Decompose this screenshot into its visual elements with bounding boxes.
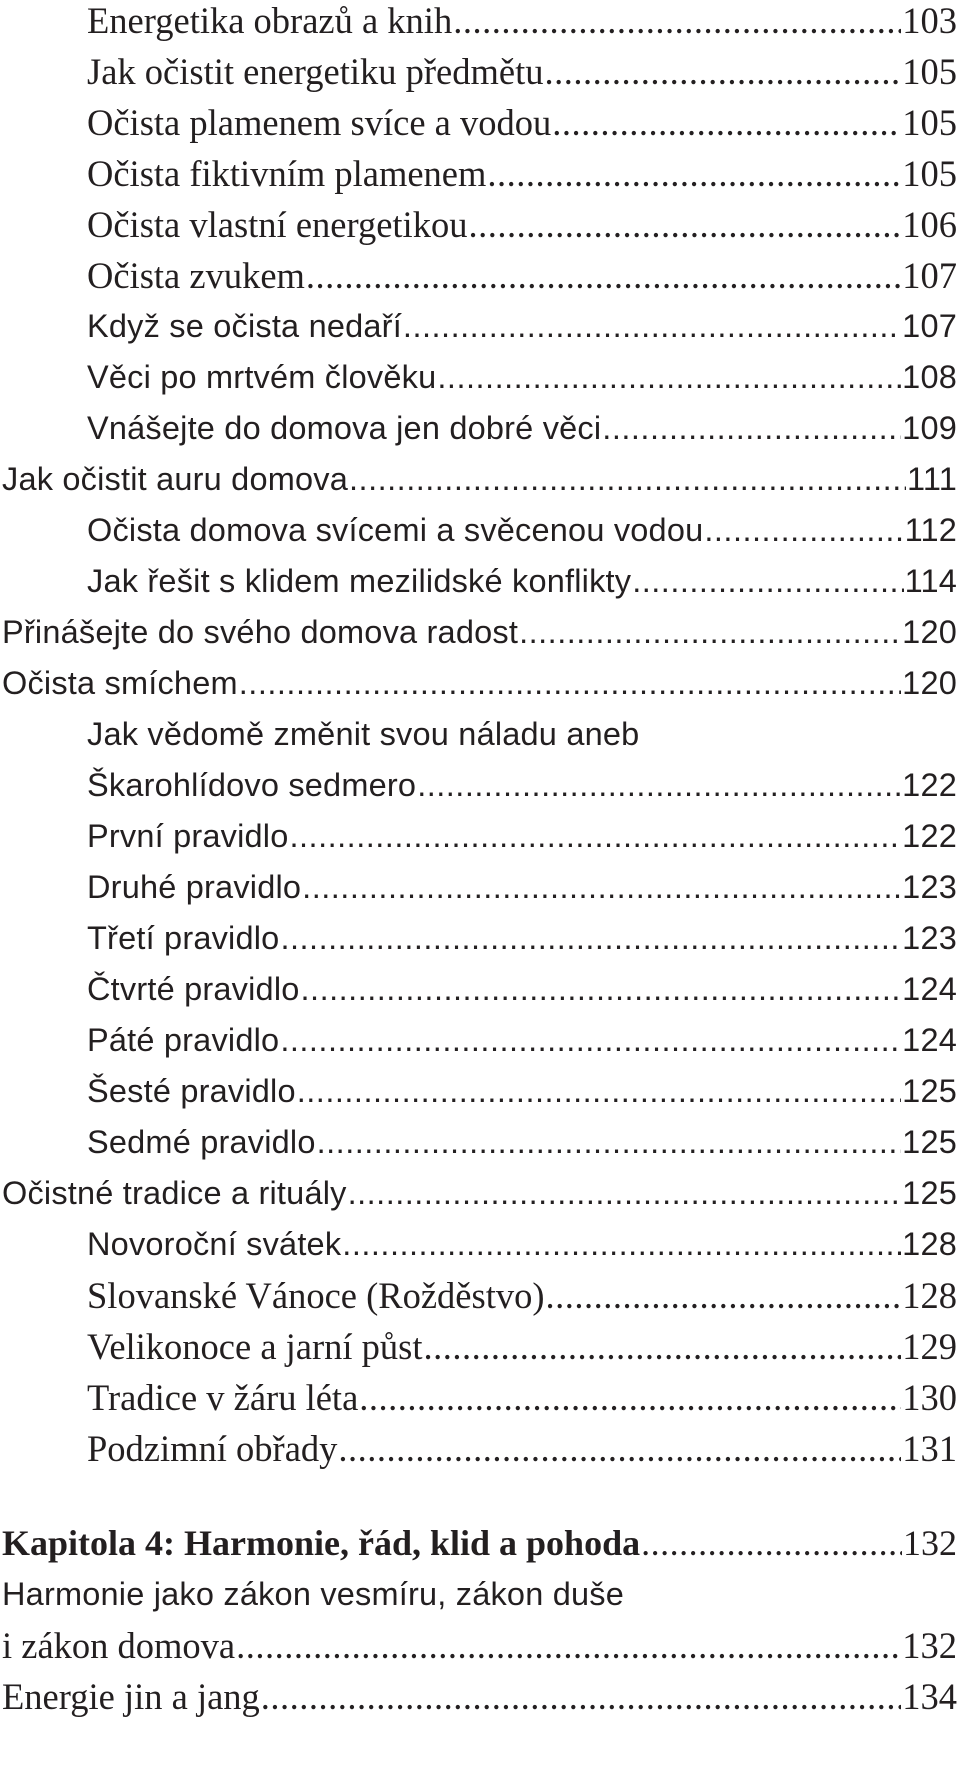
dot-leader <box>704 505 903 556</box>
toc-entry <box>2 1321 957 1372</box>
toc-entry-title: Očista fiktivním plamenem <box>87 153 487 194</box>
toc-entry <box>2 1423 957 1474</box>
toc-entry-title-line1: Harmonie jako zákon vesmíru, zákon duše <box>2 1576 624 1612</box>
toc-entry-title: Třetí pravidlo <box>87 920 280 956</box>
toc-entry-title: Slovanské Vánoce (Rožděstvo) <box>87 1275 545 1316</box>
toc-entry-title: Škarohlídovo sedmero <box>87 767 417 803</box>
toc-page-number: 128 <box>902 1226 957 1262</box>
toc-page-number: 109 <box>902 410 957 446</box>
chapter-title: Kapitola 4: Harmonie, řád, klid a pohoda <box>2 1523 641 1563</box>
toc-page-number: 125 <box>902 1124 957 1160</box>
dot-leader <box>602 403 901 454</box>
dot-leader <box>519 607 901 658</box>
toc-entry <box>2 1270 957 1321</box>
toc-entry <box>2 199 957 250</box>
toc-page-number: 105 <box>902 51 957 92</box>
toc-entry-title: Očista vlastní energetikou <box>87 204 468 245</box>
dot-leader <box>306 250 901 301</box>
toc-page-number: 132 <box>903 1523 957 1563</box>
dot-leader <box>261 1671 901 1722</box>
dot-leader <box>280 913 901 964</box>
toc-entry-title: Páté pravidlo <box>87 1022 280 1058</box>
chapter-spacer <box>2 1474 957 1518</box>
toc-entry-title: Jak řešit s klidem mezilidské konflikty <box>87 563 632 599</box>
toc-entry <box>2 97 957 148</box>
toc-entry-title: Šesté pravidlo <box>87 1073 296 1109</box>
toc-entry-title: Novoroční svátek <box>87 1226 342 1262</box>
toc-entry-title: Čtvrté pravidlo <box>87 971 300 1007</box>
toc-page-number: 105 <box>902 153 957 194</box>
toc-entry-title: Tradice v žáru léta <box>87 1377 359 1418</box>
toc-entry-title: Očista domova svícemi a svěcenou vodou <box>87 512 704 548</box>
toc-entry-title: Energie jin a jang <box>2 1676 260 1717</box>
toc-entry <box>2 1066 957 1117</box>
toc-page-number: 114 <box>904 563 957 599</box>
toc-page-number: 111 <box>906 461 957 497</box>
dot-leader <box>280 1015 901 1066</box>
toc-entry <box>2 862 957 913</box>
toc-entry-title: Očista smíchem <box>2 665 238 701</box>
toc-entry <box>2 1015 957 1066</box>
dot-leader <box>290 811 902 862</box>
toc-page-number: 131 <box>902 1428 957 1469</box>
dot-leader <box>552 97 901 148</box>
toc-entry <box>2 301 957 352</box>
toc-entry-title: Věci po mrtvém člověku <box>87 359 437 395</box>
toc-entry <box>2 1219 957 1270</box>
toc-entry <box>2 658 957 709</box>
toc-entry-title-line1: Jak vědomě změnit svou náladu aneb <box>87 716 640 752</box>
toc-entry-title: První pravidlo <box>87 818 289 854</box>
toc-page-number: 105 <box>902 102 957 143</box>
toc-entry <box>2 913 957 964</box>
toc-page-number: 108 <box>902 359 957 395</box>
dot-leader <box>348 1168 902 1219</box>
toc-page-number: 125 <box>902 1175 957 1211</box>
toc-entry-title: Velikonoce a jarní půst <box>87 1326 423 1367</box>
toc-entry <box>2 1620 957 1671</box>
dot-leader <box>302 862 901 913</box>
toc-page-number: 130 <box>902 1377 957 1418</box>
toc-page-number: 132 <box>902 1625 957 1666</box>
dot-leader <box>342 1219 901 1270</box>
toc-entry-title: i zákon domova <box>2 1625 236 1666</box>
toc-entry <box>2 1671 957 1722</box>
dot-leader <box>544 46 901 97</box>
toc-page-number: 107 <box>902 308 957 344</box>
toc-entry <box>2 250 957 301</box>
toc-entry-title: Očistné tradice a rituály <box>2 1175 347 1211</box>
toc-entry <box>2 1168 957 1219</box>
toc-entry <box>2 454 957 505</box>
toc-entry-title: Vnášejte do domova jen dobré věci <box>87 410 602 446</box>
toc-entry-title: Druhé pravidlo <box>87 869 302 905</box>
dot-leader <box>546 1270 902 1321</box>
toc-entry <box>2 403 957 454</box>
dot-leader <box>403 301 901 352</box>
dot-leader <box>437 352 901 403</box>
toc-entry <box>2 760 957 811</box>
toc-entry <box>2 1372 957 1423</box>
dot-leader <box>453 0 901 46</box>
toc-page-number: 120 <box>902 665 957 701</box>
toc-page-number: 125 <box>902 1073 957 1109</box>
toc-page-number: 124 <box>902 971 957 1007</box>
chapter-heading <box>2 1518 957 1569</box>
toc-entry-title: Očista zvukem <box>87 255 305 296</box>
toc-entry-title: Jak očistit auru domova <box>2 461 349 497</box>
dot-leader <box>641 1518 902 1569</box>
toc-entry <box>2 46 957 97</box>
dot-leader <box>338 1423 901 1474</box>
toc-page-number: 128 <box>902 1275 957 1316</box>
dot-leader <box>359 1372 901 1423</box>
dot-leader <box>468 199 901 250</box>
table-of-contents <box>2 0 957 1722</box>
toc-entry-title: Když se očista nedaří <box>87 308 402 344</box>
toc-page-number: 123 <box>902 920 957 956</box>
toc-page-number: 134 <box>902 1676 957 1717</box>
toc-page-number: 129 <box>902 1326 957 1367</box>
toc-entry <box>2 811 957 862</box>
toc-page-number: 120 <box>902 614 957 650</box>
toc-page-number: 107 <box>902 255 957 296</box>
toc-page-number: 122 <box>902 818 957 854</box>
toc-entry-title: Podzimní obřady <box>87 1428 338 1469</box>
toc-entry-title: Sedmé pravidlo <box>87 1124 316 1160</box>
dot-leader <box>297 1066 901 1117</box>
dot-leader <box>301 964 902 1015</box>
toc-page-number: 106 <box>902 204 957 245</box>
dot-leader <box>632 556 903 607</box>
dot-leader <box>236 1620 901 1671</box>
toc-entry <box>2 0 957 46</box>
toc-page-number: 112 <box>904 512 957 548</box>
toc-entry <box>2 505 957 556</box>
dot-leader <box>487 148 901 199</box>
dot-leader <box>317 1117 902 1168</box>
toc-entry-title: Jak očistit energetiku předmětu <box>87 51 544 92</box>
toc-page-number: 103 <box>902 0 957 41</box>
dot-leader <box>349 454 906 505</box>
toc-entry <box>2 1117 957 1168</box>
toc-entry <box>2 352 957 403</box>
toc-entry <box>2 556 957 607</box>
toc-entry-title: Očista plamenem svíce a vodou <box>87 102 552 143</box>
toc-page-number: 123 <box>902 869 957 905</box>
toc-entry-title: Energetika obrazů a knih <box>87 0 453 41</box>
toc-entry <box>2 607 957 658</box>
toc-entry <box>2 964 957 1015</box>
dot-leader <box>417 760 901 811</box>
toc-entry-title: Přinášejte do svého domova radost <box>2 614 519 650</box>
toc-page-number: 122 <box>902 767 957 803</box>
dot-leader <box>424 1321 902 1372</box>
toc-page-number: 124 <box>902 1022 957 1058</box>
dot-leader <box>239 658 901 709</box>
toc-entry <box>2 148 957 199</box>
